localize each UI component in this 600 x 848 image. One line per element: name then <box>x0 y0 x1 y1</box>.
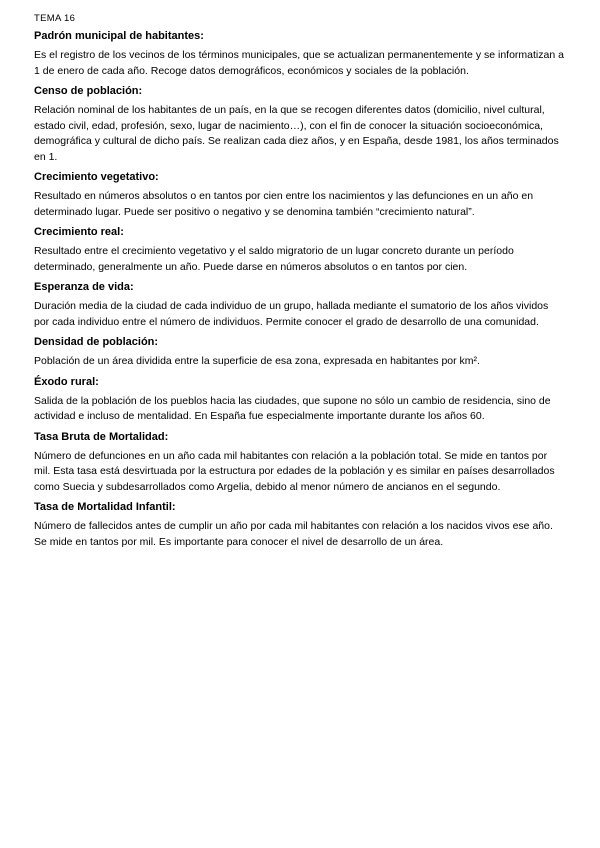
term-definition: Relación nominal de los habitantes de un país, en la que se recogen diferentes datos (domicilio, nivel cultural, estado civil, edad, profesión, sexo, lugar de nacimiento…), con el fin de conocer la situación socioeconómica, demográfica y cultural de dicho país. Se realizan cada diez años, y en España, desde 1981, los años terminados en 1. <box>34 104 559 163</box>
term-definition: Población de un área dividida entre la superficie de esa zona, expresada en habitantes por km². <box>34 355 480 367</box>
term-definition: Salida de la población de los pueblos hacia las ciudades, que supone no sólo un cambio de residencia, sino de actividad e incluso de mentalidad. En España fue especialmente importante durante los años 60. <box>34 394 551 422</box>
section-densidad-poblacion <box>34 335 566 370</box>
section-censo-poblacion <box>34 84 566 165</box>
section-exodo-rural <box>34 375 566 425</box>
section-tasa-bruta-mortalidad <box>34 430 566 496</box>
term-heading: Densidad de población: <box>34 336 159 348</box>
term-definition: Resultado entre el crecimiento vegetativo y el saldo migratorio de un lugar concreto durante un período determinado, generalmente un año. Puede darse en números absolutos o en tantos por cien. <box>34 245 514 273</box>
term-heading: Tasa Bruta de Mortalidad: <box>34 430 169 443</box>
term-definition: Resultado en números absolutos o en tantos por cien entre los nacimientos y las defunciones en un año en determinado lugar. Puede ser positivo o negativo y se denomina también “crecimiento natural”. <box>34 190 534 218</box>
document-page <box>34 13 566 555</box>
term-heading: Crecimiento vegetativo: <box>34 171 159 183</box>
document-header: TEMA 16 <box>34 13 76 24</box>
term-heading: Padrón municipal de habitantes: <box>34 30 204 42</box>
term-heading: Esperanza de vida: <box>34 281 134 293</box>
term-heading: Tasa de Mortalidad Infantil: <box>34 501 176 513</box>
section-crecimiento-vegetativo <box>34 170 566 220</box>
section-esperanza-vida <box>34 280 566 330</box>
term-definition: Número de fallecidos antes de cumplir un año por cada mil habitantes con relación a los nacidos vivos ese año. Se mide en tantos por mil. Es importante para conocer el nivel de desarrollo de un área. <box>34 520 553 548</box>
term-definition: Es el registro de los vecinos de los términos municipales, que se actualizan permanentemente y se informatizan a 1 de enero de cada año. Recoge datos demográficos, económicos y sociales de la población. <box>34 49 564 77</box>
section-crecimiento-real <box>34 225 566 275</box>
term-definition: Duración media de la ciudad de cada individuo de un grupo, hallada mediante el sumatorio de los años vividos por cada individuo entre el número de individuos. Permite conocer el grado de desarrollo de una comunidad. <box>34 300 549 328</box>
term-heading: Censo de población: <box>34 85 143 97</box>
term-definition: Número de defunciones en un año cada mil habitantes con relación a la población total. Se mide en tantos por mil. Esta tasa está desvirtuada por la estructura por edades de la población y es similar en países desarrollados como Suecia y subdesarrollados como Argelia, debido al menor número de ancianos en el segundo. <box>34 449 555 493</box>
section-padron-municipal <box>34 29 566 79</box>
section-tasa-mortalidad-infantil <box>34 500 566 550</box>
term-heading: Éxodo rural: <box>34 375 99 388</box>
term-heading: Crecimiento real: <box>34 226 124 238</box>
